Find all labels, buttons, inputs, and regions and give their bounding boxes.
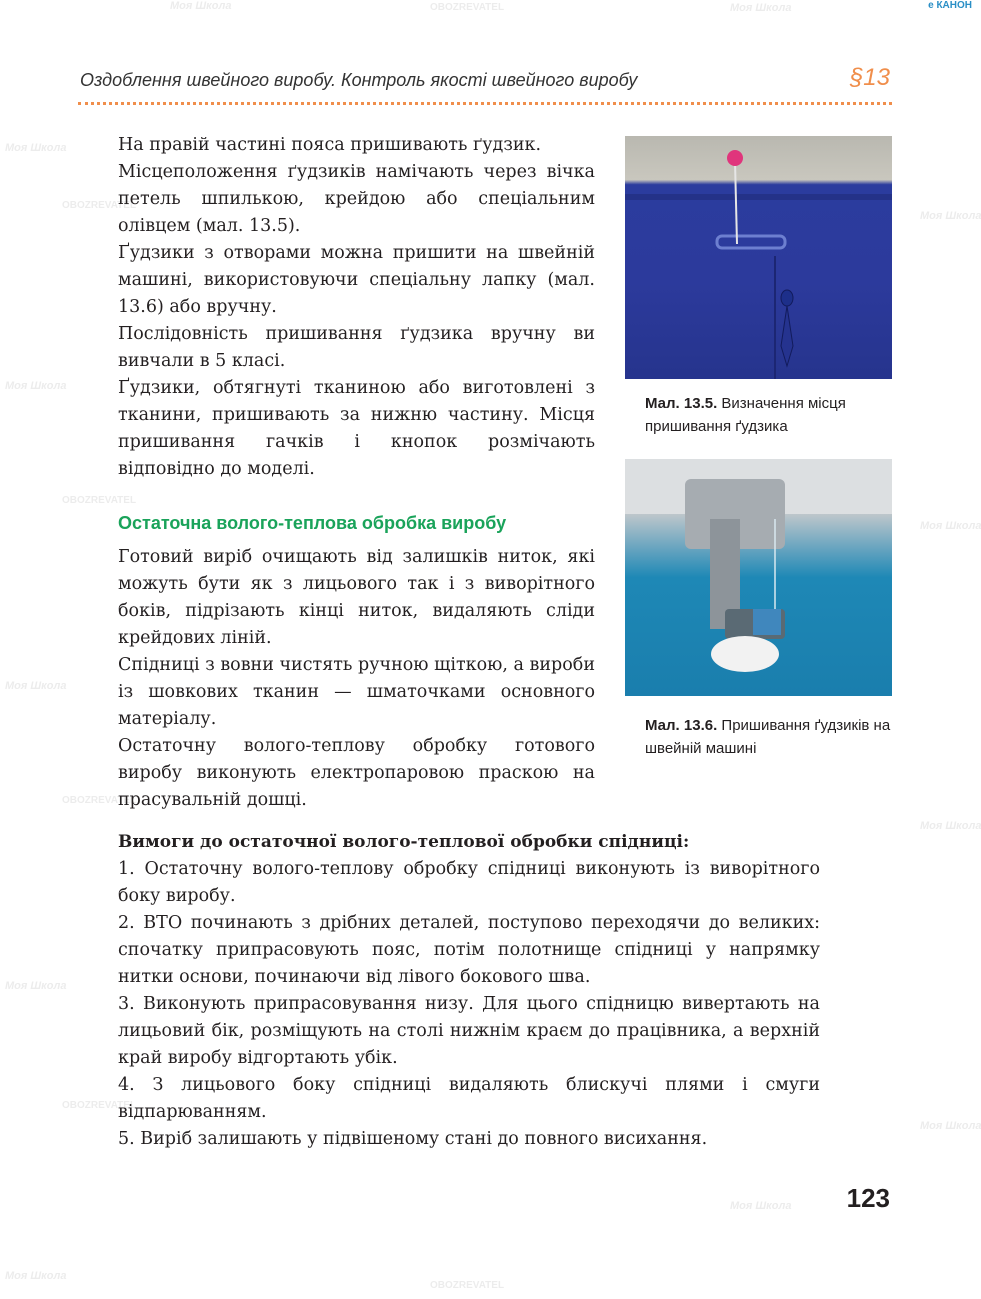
watermark: Моя Школа [5,380,67,392]
watermark: Моя Школа [920,520,981,532]
list-item: 3. Виконують припрасовування низу. Для цього спідницю вивертають на лицьовий бік, розміщують на столі нижнім краєм до працівника, а верхній край виробу відгортають убік. [118,994,820,1068]
photo-pin-buttonhole-icon [625,136,892,379]
paragraph: Остаточну волого-теплову обробку готового виробу виконують електропаровою праскою на прасувальній дошці. [118,736,595,810]
watermark: Моя Школа [730,2,792,14]
list-item: 2. ВТО починають з дрібних деталей, поступово переходячи до великих: спочатку припрасовують пояс, потім полотнище спідниці у напрямку нитки основи, починаючи від лівого бокового шва. [118,913,820,987]
watermark: OBOZREVATEL [430,1280,505,1291]
publisher-logo: e КАНОН [928,0,972,11]
watermark: Моя Школа [170,0,232,12]
intro-text [118,132,595,483]
watermark: Моя Школа [920,820,981,832]
figure-caption-text: Пришивання ґудзиків на швейній машині [645,717,891,757]
watermark: Моя Школа [920,1120,981,1132]
photo-sewing-machine-foot-icon [625,459,892,696]
watermark: Моя Школа [5,1270,67,1282]
watermark: OBOZREVATEL [62,795,137,806]
paragraph: Послідовність пришивання ґудзика вручну ви вивчали в 5 класі. [118,324,595,371]
watermark: Моя Школа [5,980,67,992]
section-subheading: Остаточна волого-теплова обробка виробу [118,513,507,533]
watermark: OBOZREVATEL [62,1100,137,1111]
watermark: OBOZREVATEL [62,200,137,211]
paragraph: Ґудзики, обтягнуті тканиною або виготовлені з тканини, пришивають за нижню частину. Місця пришивання гачків і кнопок розмічають відповідно до моделі. [118,378,595,479]
figure-label: Мал. 13.5. [645,395,718,412]
section-number: §13 [849,64,890,91]
header-divider [78,102,892,105]
requirements-title: Вимоги до остаточної волого-теплової обробки спідниці: [118,832,690,852]
figure-caption-text: Визначення місця пришивання ґудзика [645,395,846,435]
requirements-list [118,829,820,1153]
figure-13-6-photo [625,459,892,696]
watermark: OBOZREVATEL [430,2,505,13]
watermark: Моя Школа [5,680,67,692]
paragraph: На правій частині пояса пришивають ґудзик. [118,135,542,155]
figure-label: Мал. 13.6. [645,717,718,734]
paragraph: Місцеположення ґудзиків намічають через вічка петель шпилькою, крейдою або спеціальним олівцем (мал. 13.5). [118,162,595,236]
running-title: Оздоблення швейного виробу. Контроль якості швейного виробу [80,70,638,90]
watermark: Моя Школа [5,142,67,154]
paragraph: Готовий виріб очищають від залишків ниток, які можуть бути як з лицьового так і з виворітного боків, підрізають кінці ниток, видаляють сліди крейдових ліній. [118,547,595,648]
list-item: 4. З лицьового боку спідниці видаляють блискучі плями і смуги відпарюванням. [118,1075,820,1122]
list-item: 5. Виріб залишають у підвішеному стані до повного висихання. [118,1129,708,1149]
watermark: Моя Школа [920,210,981,222]
figure-13-6-caption [645,714,895,760]
watermark: OBOZREVATEL [62,495,137,506]
paragraph: Спідниці з вовни чистять ручною щіткою, а вироби із шовкових тканин — шматочками основного матеріалу. [118,655,595,729]
list-item: 1. Остаточну волого-теплову обробку спідниці виконують із виворітного боку виробу. [118,859,820,906]
page-number: 123 [846,1183,890,1213]
figure-13-5-photo [625,136,892,379]
figure-13-5-caption [645,392,895,438]
watermark: Моя Школа [730,1200,792,1212]
finishing-text [118,544,595,814]
paragraph: Ґудзики з отворами можна пришити на швейній машині, використовуючи спеціальну лапку (мал. 13.6) або вручну. [118,243,595,317]
